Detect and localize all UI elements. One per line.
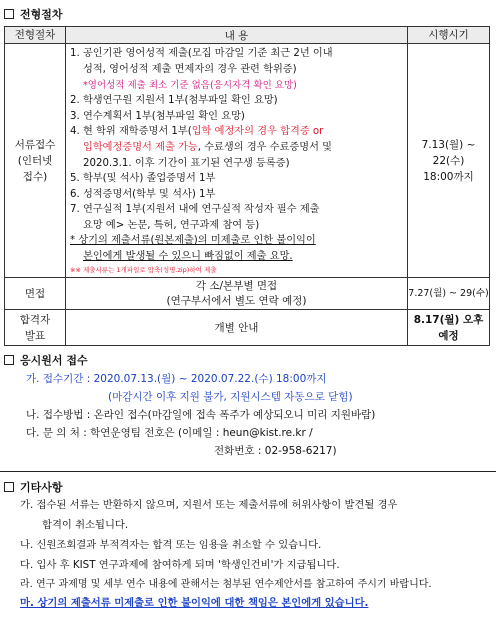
item-1a: 1. 공인기관 영어성적 제출(모집 마감일 기준 최근 2년 이내: [70, 48, 333, 60]
application-contact: 다. 문 의 처 : 학연운영팀 전호은 (이메일 : heun@kist.re.kr /: [26, 427, 313, 439]
stage-result: 합격자 발표: [5, 310, 66, 346]
item-7a: 7. 연구실적 1부(지원서 내에 연구실적 작성자 필수 제출: [70, 204, 320, 216]
etc-ga-a: 가. 접수된 서류는 반환하지 않으며, 지원서 또는 제출서류에 허위사항이 발견될 경우: [20, 499, 398, 511]
item-2: 2. 학생연구원 지원서 1부(첨부파일 확인 요망): [70, 95, 278, 107]
header-period: 시행시기: [408, 27, 490, 44]
item-7b: 요망 예> 논문, 특허, 연구과제 참여 등): [83, 219, 260, 231]
item-6: 6. 성적증명서(학부 및 석사) 1부: [70, 188, 216, 200]
item-5: 5. 학부(및 석사) 졸업증명서 1부: [70, 173, 216, 185]
content-result: 개별 안내: [66, 310, 408, 346]
item-4a: 4. 현 학위 재학증명서 1부(입학 예정자의 경우 합격증 or: [70, 126, 324, 138]
item-3: 3. 연수계획서 1부(첨부파일 확인 요망): [70, 110, 245, 122]
etc-na: 나. 신원조회결과 부적격자는 합격 또는 임용을 취소할 수 있습니다.: [20, 539, 322, 551]
note-a: * 상기의 제출서류(원본제출)의 미제출로 인한 불이익이: [70, 235, 316, 247]
etc-ma: 마. 상기의 제출서류 미제출로 인한 불이익에 대한 책임은 본인에게 있습니다.: [20, 597, 369, 609]
section-title-application: 응시원서 접수: [4, 352, 88, 368]
period-interview: 7.27(월) ~ 29(수): [408, 278, 490, 310]
square-bullet-icon: [4, 355, 14, 365]
table-row-document: [5, 44, 490, 278]
period-result: 8.17(월) 오후 예정: [408, 310, 490, 346]
square-bullet-icon: [4, 9, 14, 19]
header-stage: 전형절차: [5, 27, 66, 44]
period-document: 7.13(월) ~ 22(수) 18:00까지: [408, 44, 490, 278]
note-b: 본인에게 발생될 수 있으니 빠짐없이 제출 요망.: [83, 251, 293, 263]
application-note: (마감시간 이후 지원 불가, 지원시스템 자동으로 닫힘): [108, 391, 353, 403]
header-content: 내 용: [66, 27, 408, 44]
section-title-etc: 기타사항: [4, 479, 63, 495]
application-phone: 전화번호 : 02-958-6217): [214, 445, 337, 457]
content-interview: 각 소/본부별 면접 (연구부서에서 별도 연락 예정): [66, 278, 408, 310]
divider: [0, 471, 496, 472]
tiny-note: ※※ 제출서류는 1개파일로 압축(성명.zip)하여 제출: [70, 265, 217, 274]
content-document: [66, 44, 408, 278]
item-1b: 성적, 영어성적 제출 면제자의 경우 관련 학위증): [83, 63, 297, 75]
table-row-result: [5, 310, 490, 346]
etc-ra: 라. 연구 과제명 및 세부 연수 내용에 관해서는 첨부된 연수제안서를 참고하여 주시기 바랍니다.: [20, 579, 432, 590]
application-method: 나. 접수방법 : 온라인 접수(마감일에 접속 폭주가 예상되오니 미리 지원바람): [26, 409, 376, 421]
etc-ga-b: 합격이 취소됩니다.: [42, 519, 129, 531]
section-title-procedure: 전형절차: [4, 6, 63, 22]
item-4b: 입학예정증명서 제출 가능, 수료생의 경우 수료증명서 및: [83, 141, 333, 153]
table-header-row: [5, 27, 490, 44]
application-period: 가. 접수기간 : 2020.07.13.(월) ~ 2020.07.22.(수) 18:00까지: [26, 373, 327, 385]
item-4c: 2020.3.1. 이후 기간이 표기된 연구생 등록증): [83, 157, 290, 169]
procedure-table: [4, 26, 490, 346]
stage-interview: 면접: [5, 278, 66, 310]
etc-da: 다. 입사 후 KIST 연구과제에 참여하게 되며 '학생인건비'가 지급됩니다.: [20, 559, 340, 571]
stage-document: 서류접수 (인터넷 접수): [5, 44, 66, 278]
table-row-interview: [5, 278, 490, 310]
square-bullet-icon: [4, 482, 14, 492]
item-1c: *영어성적 제출 최소 기준 없음(응시자격 확인 요망): [83, 79, 297, 91]
